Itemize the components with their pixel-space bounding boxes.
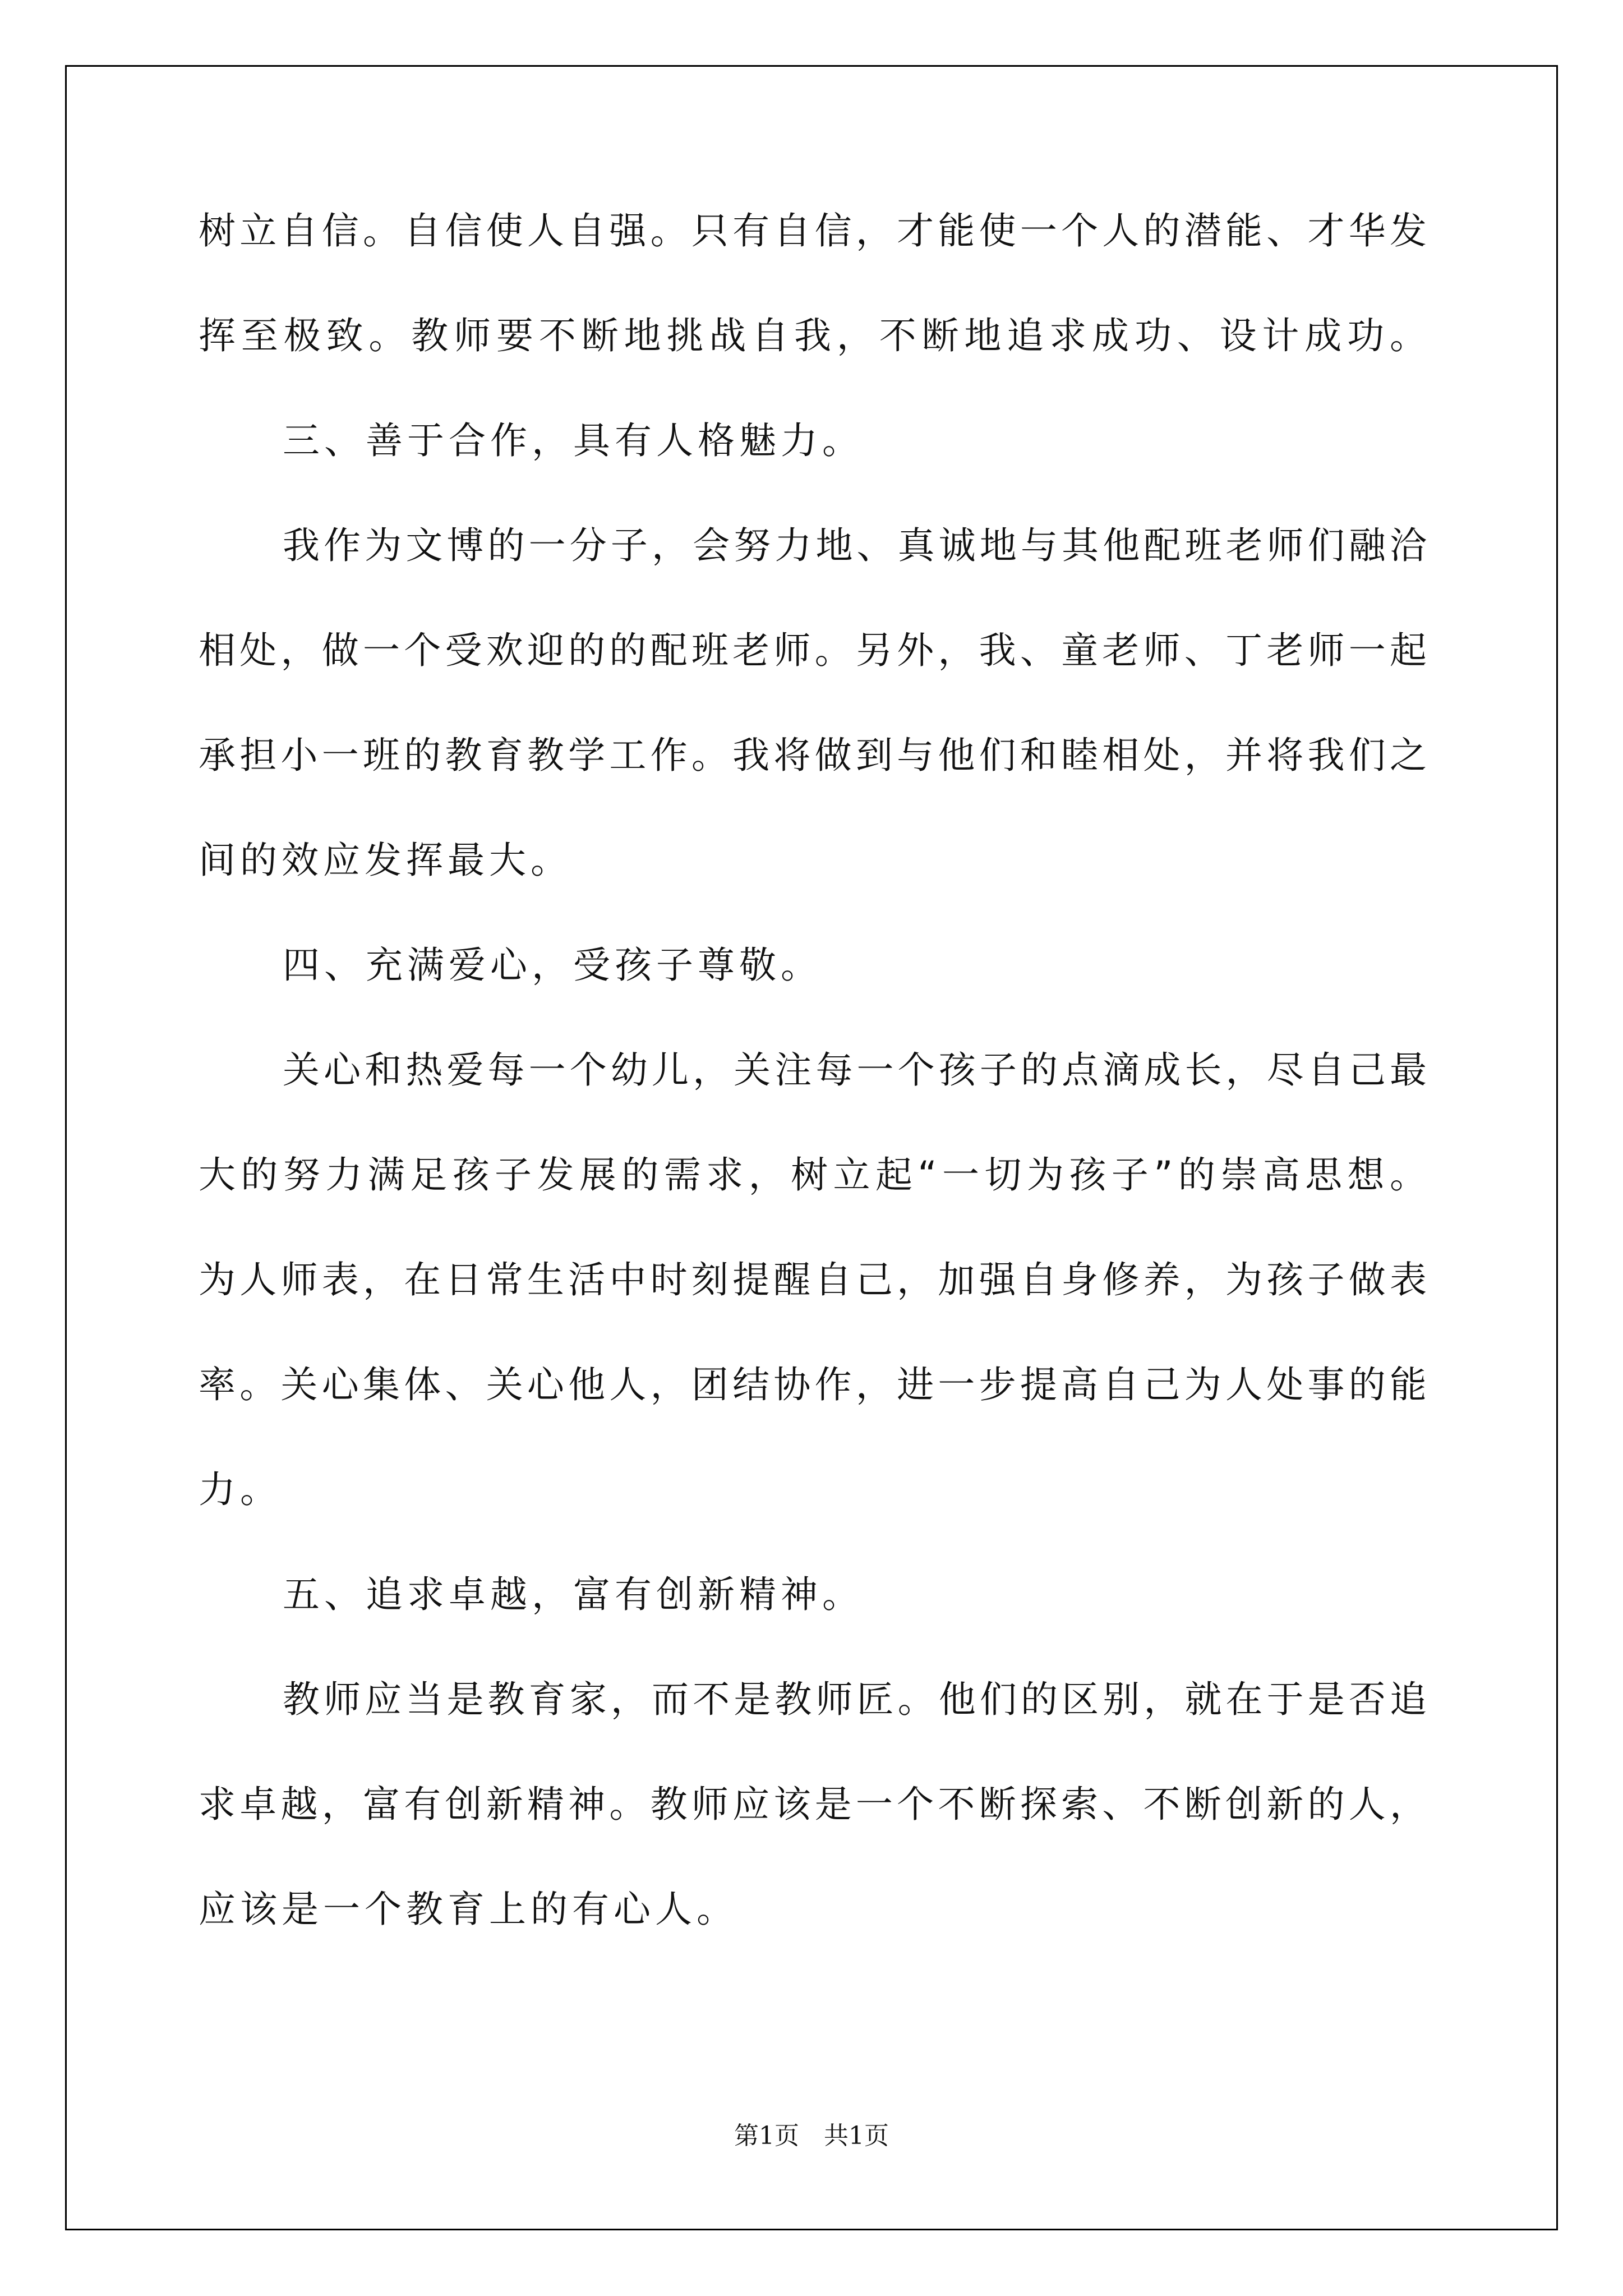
- text-line: 为人师表，在日常生活中时刻提醒自己，加强自身修养，为孩子做表: [199, 1258, 1427, 1301]
- text-line: 应该是一个教育上的有心人。: [199, 1888, 738, 1931]
- text-line: 树立自信。自信使人自强。只有自信，才能使一个人的潜能、才华发: [199, 209, 1427, 252]
- text-line: 教师应当是教育家，而不是教师匠。他们的区别，就在于是否追: [283, 1678, 1427, 1721]
- text-line: 间的效应发挥最大。: [199, 839, 572, 882]
- text-line: 求卓越，富有创新精神。教师应该是一个不断探索、不断创新的人，: [199, 1783, 1427, 1826]
- text-line: 大的努力满足孩子发展的需求，树立起“一切为孩子”的崇高思想。: [199, 1153, 1427, 1197]
- text-line: 承担小一班的教育教学工作。我将做到与他们和睦相处，并将我们之: [199, 734, 1427, 777]
- text-line: 相处，做一个受欢迎的的配班老师。另外，我、童老师、丁老师一起: [199, 629, 1427, 672]
- text-line: 我作为文博的一分子，会努力地、真诚地与其他配班老师们融洽: [283, 524, 1427, 567]
- section-heading: 三、善于合作，具有人格魅力。: [283, 419, 864, 462]
- text-line: 力。: [199, 1468, 282, 1511]
- section-heading: 四、充满爱心，受孩子尊敬。: [283, 944, 822, 987]
- text-line: 率。关心集体、关心他人，团结协作，进一步提高自己为人处事的能: [199, 1363, 1427, 1406]
- text-line: 关心和热爱每一个幼儿，关注每一个孩子的点滴成长，尽自己最: [283, 1048, 1427, 1092]
- page-number: 第1页 共1页: [734, 2122, 889, 2150]
- text-line: 挥至极致。教师要不断地挑战自我，不断地追求成功、设计成功。: [199, 314, 1427, 357]
- section-heading: 五、追求卓越，富有创新精神。: [283, 1573, 864, 1616]
